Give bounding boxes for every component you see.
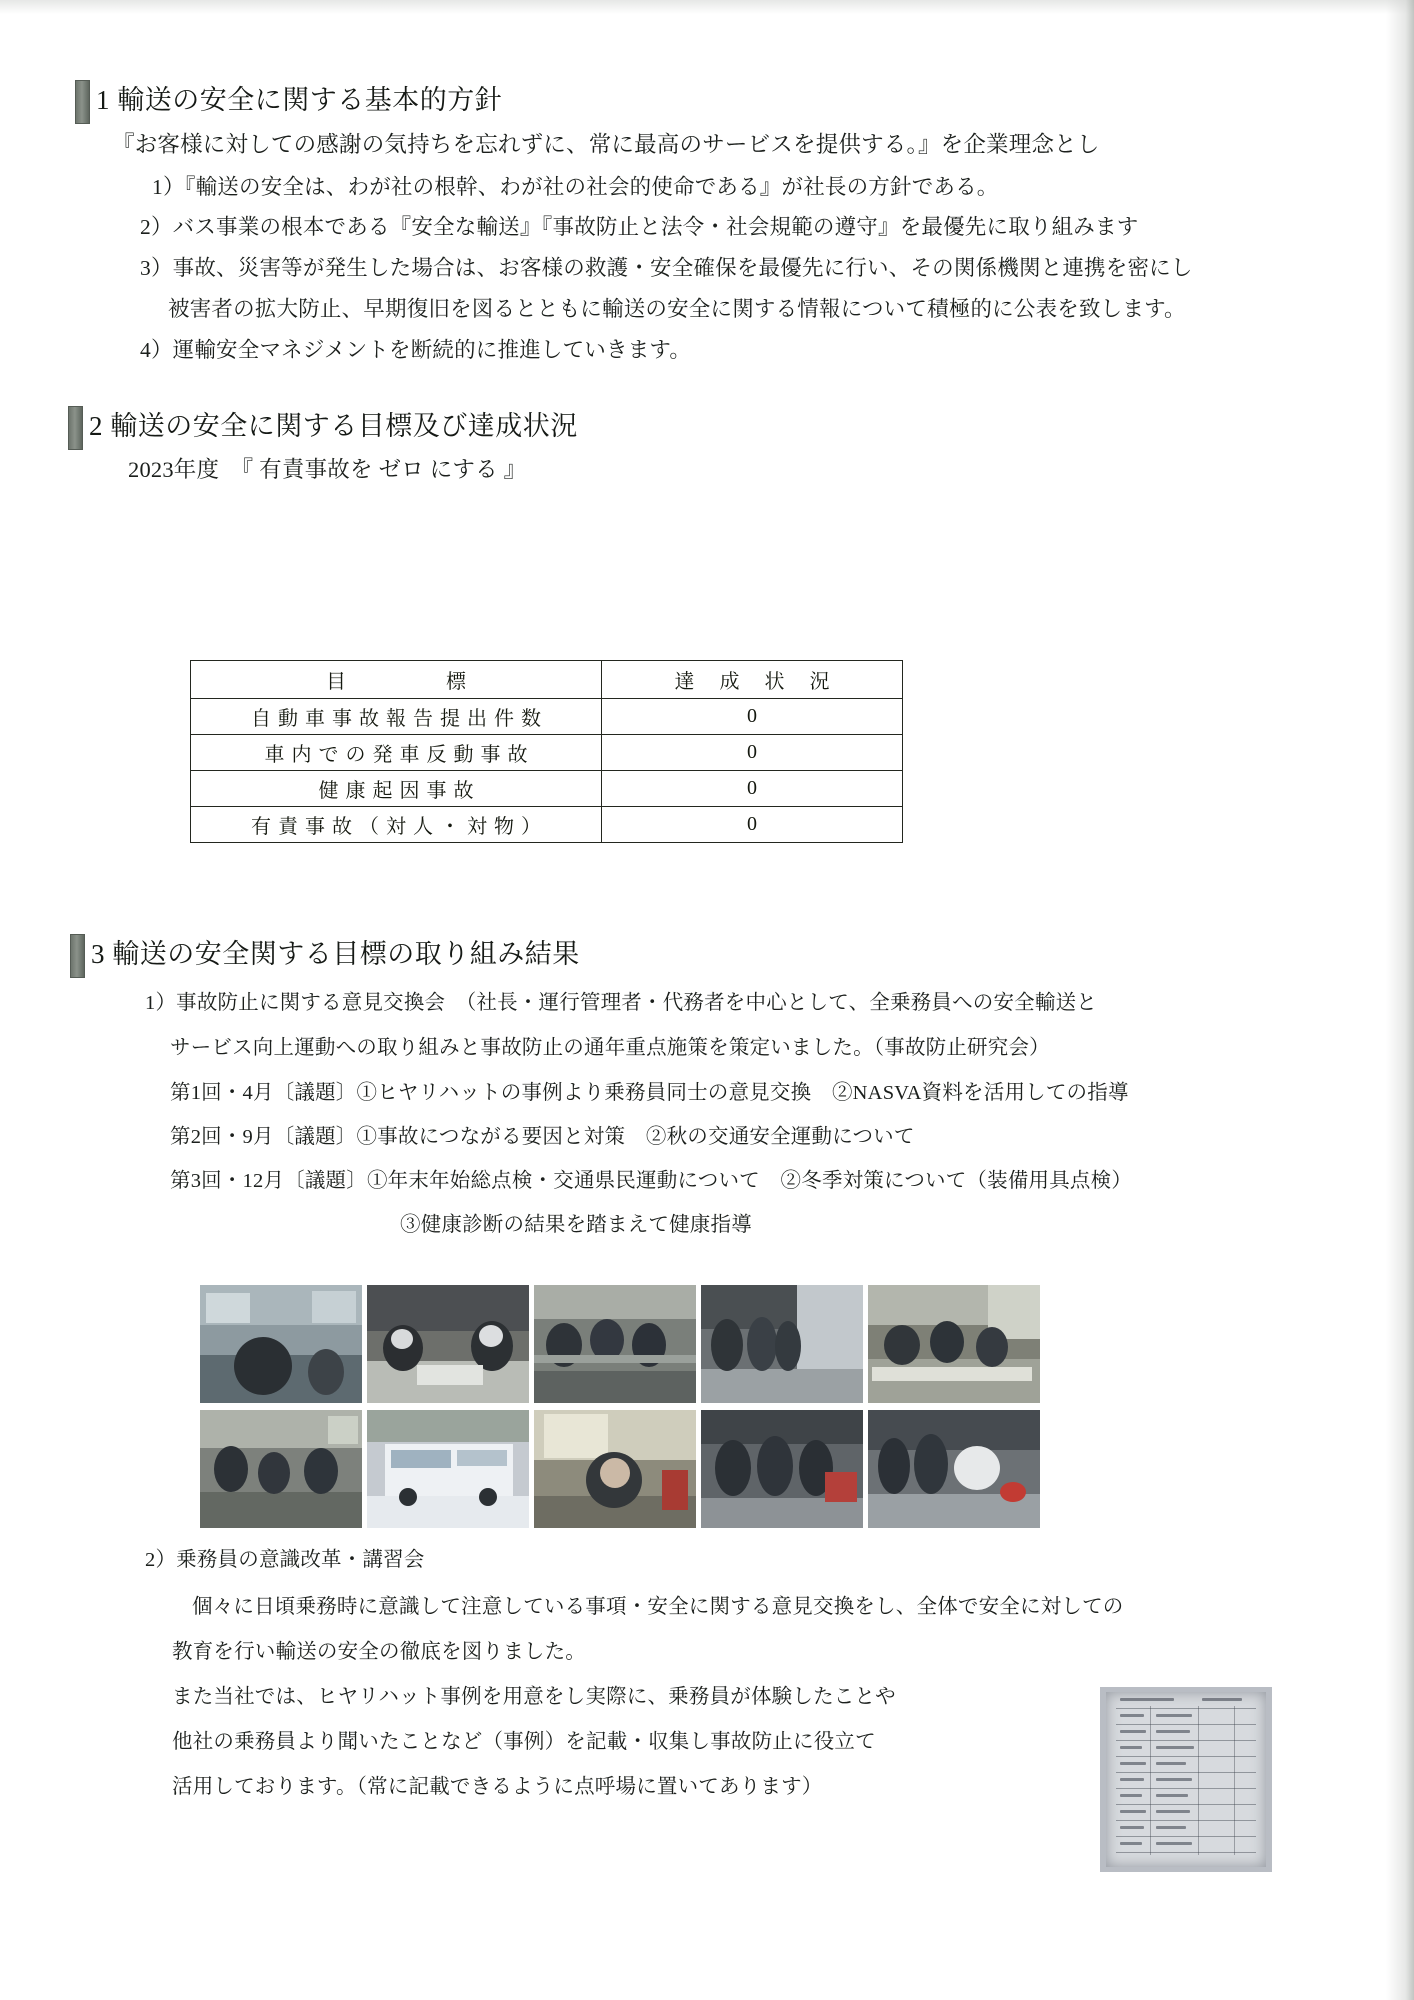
section-2-title: 2 輸送の安全に関する目標及び達成状況 [89, 411, 578, 441]
scan-edge-shading [1386, 0, 1414, 2000]
scan-top-shading [0, 0, 1414, 14]
section-1-heading [75, 80, 502, 124]
section-3-meeting-3: 第3回・12月〔議題〕①年末年始総点検・交通県民運動について ②冬季対策について（装備用具点検） [170, 1170, 1133, 1192]
photo-row-2 [200, 1410, 1040, 1528]
section-1-item-4: 4）運輸安全マネジメントを断続的に推進していきます。 [140, 338, 692, 362]
status-cell: 0 [602, 699, 903, 735]
goal-achievement-table [190, 660, 903, 843]
section-3-title: 3 輸送の安全関する目標の取り組み結果 [91, 939, 580, 969]
status-cell: 0 [602, 807, 903, 843]
section-2-year-goal: 2023年度 『 有責事故を ゼロ にする 』 [128, 457, 527, 482]
table-header-row [191, 661, 903, 699]
section-1-item-2: 2）バス事業の根本である『安全な輸送』『事故防止と法令・社会規範の遵守』を最優先に取り組みます [140, 215, 1139, 239]
photo-outdoor-vehicle-inspection [701, 1285, 863, 1403]
section-3-meeting-1: 第1回・4月〔議題〕①ヒヤリハットの事例より乗務員同士の意見交換 ②NASVA資料を活用しての指導 [170, 1082, 1129, 1104]
status-cell: 0 [602, 771, 903, 807]
section-3-item-1-cont: サービス向上運動への取り組みと事故防止の通年重点施策を策定いました。（事故防止研究会） [170, 1037, 1050, 1059]
photo-office-meeting-masks [367, 1285, 529, 1403]
section-3-meeting-3-cont: ③健康診断の結果を踏まえて健康指導 [400, 1214, 752, 1236]
section-1-item-1: 1）『輸送の安全は、わが社の根幹、わが社の社会的使命である』が社長の方針である。 [152, 175, 999, 199]
section-3-heading [70, 934, 580, 978]
goal-cell: 有責事故（対人・対物） [191, 807, 602, 843]
hiyari-hatto-record-sheet-thumbnail [1100, 1687, 1272, 1872]
goal-cell: 車内での発車反動事故 [191, 735, 602, 771]
table-row [191, 735, 903, 771]
table-row [191, 699, 903, 735]
table-row [191, 771, 903, 807]
photo-group-seated-meeting [534, 1285, 696, 1403]
status-cell: 0 [602, 735, 903, 771]
section-3-item-2-line-5: 活用しております。（常に記載できるように点呼場に置いてあります） [172, 1776, 823, 1798]
section-1-item-3-cont: 被害者の拡大防止、早期復旧を図るとともに輸送の安全に関する情報について積極的に公表を致します。 [168, 297, 1186, 321]
section-marker-bar [70, 934, 85, 978]
photo-indoor-training-session [200, 1410, 362, 1528]
section-3-item-1: 1）事故防止に関する意見交換会 （社長・運行管理者・代務者を中心として、全乗務員への安全輸送と [145, 992, 1097, 1014]
section-3-item-2-line-2: 教育を行い輸送の安全の徹底を図りました。 [172, 1641, 586, 1663]
goal-cell: 自動車事故報告提出件数 [191, 699, 602, 735]
section-3-meeting-2: 第2回・9月〔議題〕①事故につながる要因と対策 ②秋の交通安全運動について [170, 1126, 915, 1148]
section-1-item-3: 3）事故、災害等が発生した場合は、お客様の救護・安全確保を最優先に行い、その関係機関と連携を密にし [140, 256, 1193, 280]
section-3-item-2-line-4: 他社の乗務員より聞いたことなど（事例）を記載・収集し事故防止に役立て [172, 1731, 876, 1753]
goal-cell: 健康起因事故 [191, 771, 602, 807]
header-status: 達 成 状 況 [602, 661, 903, 699]
section-3-item-2-line-3: また当社では、ヒヤリハット事例を用意をし実際に、乗務員が体験したことや [172, 1686, 896, 1708]
photo-row-1 [200, 1285, 1040, 1403]
section-marker-bar [75, 80, 90, 124]
section-1-title: 1 輸送の安全に関する基本的方針 [96, 85, 503, 115]
section-3-item-2-heading: 2）乗務員の意識改革・講習会 [145, 1549, 425, 1571]
photo-bus-interior-meeting [200, 1285, 362, 1403]
photo-driver-roll-call-phone [534, 1410, 696, 1528]
section-2-heading [68, 406, 578, 450]
header-goal: 目 標 [191, 661, 602, 699]
section-marker-bar [68, 406, 83, 450]
photo-classroom-training-desks [868, 1285, 1040, 1403]
table-row [191, 807, 903, 843]
section-1-lead: 『お客様に対しての感謝の気持ちを忘れずに、常に最高のサービスを提供する。』を企業理念とし [112, 132, 1100, 157]
photo-cpr-aed-training [868, 1410, 1040, 1528]
record-sheet-paper [1106, 1692, 1266, 1867]
section-3-item-2-line-1: 個々に日頃乗務時に意識して注意している事項・安全に関する意見交換をし、全体で安全に対しての [192, 1596, 1124, 1618]
photo-equipment-demonstration [701, 1410, 863, 1528]
photo-bus-exterior-snow [367, 1410, 529, 1528]
